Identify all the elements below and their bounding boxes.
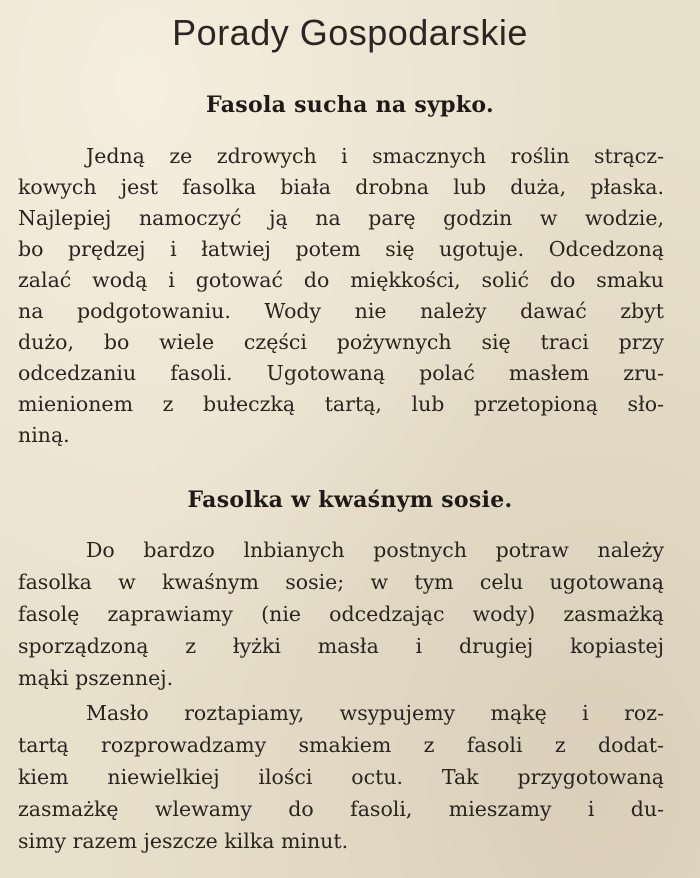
paragraph-line: Masło roztapiamy, wsypujemy mąkę i roz- bbox=[86, 701, 664, 725]
section-title-fasola-sucha: Fasola sucha na sypko. bbox=[206, 92, 494, 118]
paragraph-line: fasolę zaprawiamy (nie odcedzając wody) zasmażką bbox=[18, 602, 664, 626]
paragraph-line: na podgotowaniu. Wody nie należy dawać zbyt bbox=[18, 299, 664, 323]
paragraph-line: niną. bbox=[18, 423, 70, 447]
paragraph-line: Jedną ze zdrowych i smacznych roślin strącz- bbox=[86, 144, 664, 168]
paragraph-line: dużo, bo wiele części pożywnych się traci przy bbox=[18, 330, 664, 354]
paragraph-line: kiem niewielkiej ilości octu. Tak przygotowaną bbox=[18, 765, 664, 789]
paragraph-line: mąki pszennej. bbox=[18, 666, 174, 690]
paragraph-line: zalać wodą i gotować do miękkości, solić do smaku bbox=[18, 268, 664, 292]
paragraph-line: sporządzoną z łyżki masła i drugiej kopiastej bbox=[18, 634, 664, 658]
paragraph-line: Najlepiej namoczyć ją na parę godzin w wodzie, bbox=[18, 206, 664, 230]
paragraph-line: tartą rozprowadzamy smakiem z fasoli z dodat- bbox=[18, 733, 664, 757]
paragraph-line: Do bardzo lnbianych postnych potraw należy bbox=[86, 538, 664, 562]
paragraph-line: odcedzaniu fasoli. Ugotowaną polać masłem zru- bbox=[18, 361, 664, 385]
paragraph-line: bo prędzej i łatwiej potem się ugotuje. Odcedzoną bbox=[18, 237, 664, 261]
paragraph-line: simy razem jeszcze kilka minut. bbox=[18, 829, 349, 853]
paragraph-line: fasolka w kwaśnym sosie; w tym celu ugotowaną bbox=[18, 570, 664, 594]
paragraph-line: zasmażkę wlewamy do fasoli, mieszamy i du- bbox=[18, 797, 664, 821]
paragraph-line: kowych jest fasolka biała drobna lub duża, płaska. bbox=[18, 175, 664, 199]
section-title-fasolka-kwasny-sos: Fasolka w kwaśnym sosie. bbox=[187, 487, 513, 513]
paragraph-line: mienionem z bułeczką tartą, lub przetopioną sło- bbox=[18, 392, 664, 416]
page-title: Porady Gospodarskie bbox=[172, 12, 528, 53]
